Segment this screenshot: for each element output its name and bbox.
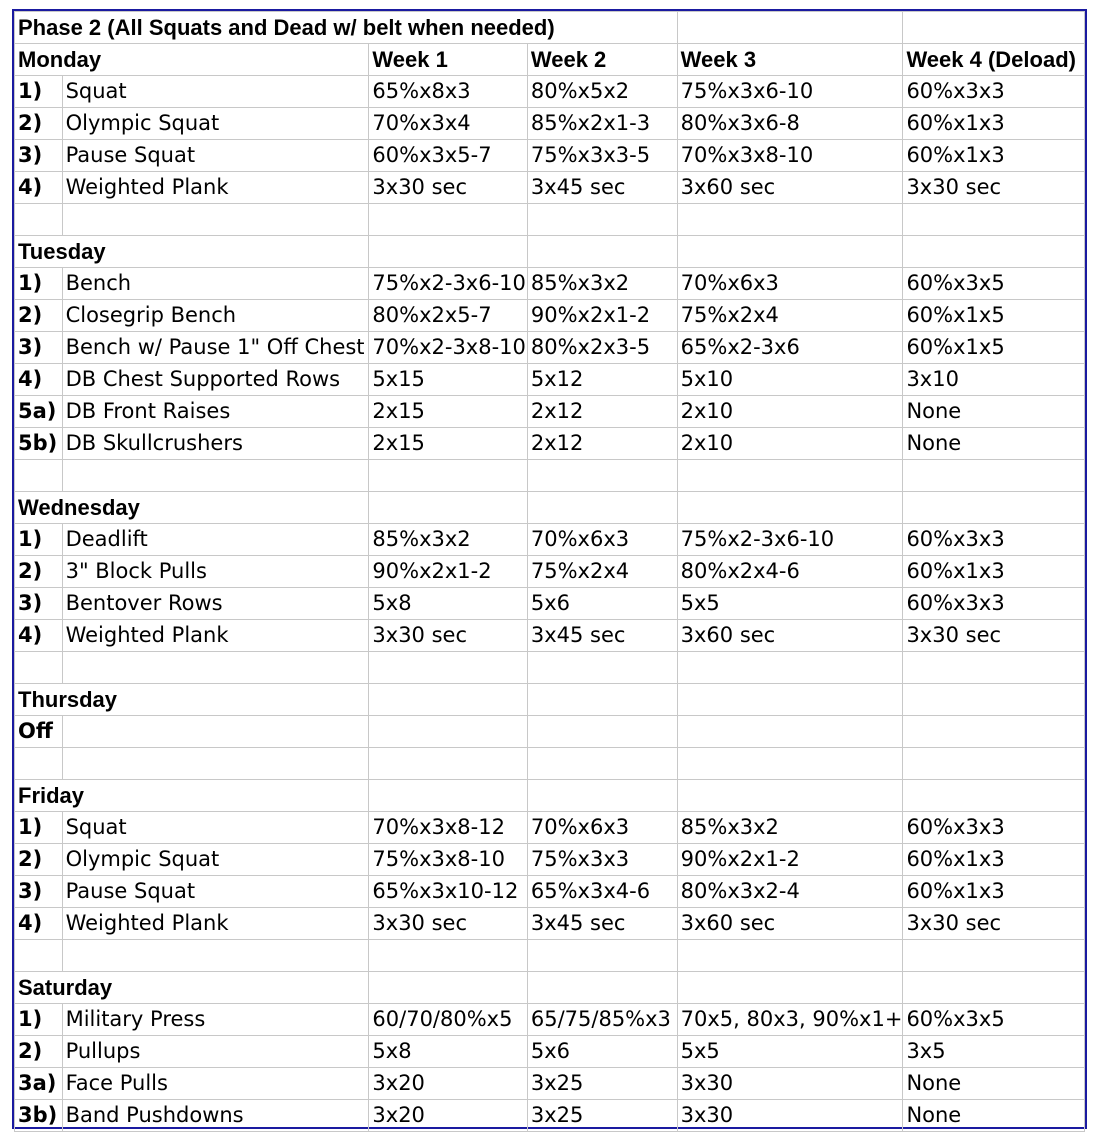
- exercise-number[interactable]: 2): [15, 1036, 63, 1068]
- day-row: [15, 972, 1085, 1004]
- week-2-cell[interactable]: 80%x2x3-5: [527, 332, 677, 364]
- cell[interactable]: [527, 780, 677, 812]
- week-2-cell[interactable]: 75%x3x3-5: [527, 140, 677, 172]
- week-4-cell[interactable]: 3x5: [903, 1036, 1085, 1068]
- day-heading[interactable]: Wednesday: [15, 492, 369, 524]
- cell[interactable]: [903, 12, 1085, 44]
- week-2-cell[interactable]: 90%x2x1-2: [527, 300, 677, 332]
- week-1-cell[interactable]: [369, 748, 527, 780]
- week-2-cell[interactable]: [527, 652, 677, 684]
- week-3-cell[interactable]: 80%x3x2-4: [677, 876, 903, 908]
- exercise-number[interactable]: 3): [15, 140, 63, 172]
- week-4-cell[interactable]: 3x30 sec: [903, 620, 1085, 652]
- title-row: [15, 12, 1085, 44]
- week-3-cell[interactable]: 80%x3x6-8: [677, 108, 903, 140]
- week-3-cell[interactable]: 65%x2-3x6: [677, 332, 903, 364]
- exercise-name[interactable]: Bench: [62, 268, 369, 300]
- cell[interactable]: [527, 236, 677, 268]
- exercise-number[interactable]: 4): [15, 172, 63, 204]
- week-4-cell[interactable]: [903, 716, 1085, 748]
- week-2-cell[interactable]: 85%x3x2: [527, 268, 677, 300]
- cell[interactable]: [677, 780, 903, 812]
- table-row: [15, 108, 1085, 140]
- table-row: [15, 1036, 1085, 1068]
- week-3-cell[interactable]: 3x60 sec: [677, 620, 903, 652]
- week-4-cell[interactable]: 60%x1x3: [903, 140, 1085, 172]
- week-4-cell[interactable]: None: [903, 396, 1085, 428]
- exercise-name[interactable]: Weighted Plank: [62, 172, 369, 204]
- exercise-name[interactable]: Military Press: [62, 1004, 369, 1036]
- exercise-number[interactable]: 1): [15, 812, 63, 844]
- table-row: [15, 716, 1085, 748]
- cell[interactable]: [903, 492, 1085, 524]
- table-row: [15, 204, 1085, 236]
- exercise-number[interactable]: 1): [15, 76, 63, 108]
- exercise-name[interactable]: Weighted Plank: [62, 908, 369, 940]
- cell[interactable]: [903, 972, 1085, 1004]
- week-3-cell[interactable]: [677, 460, 903, 492]
- week-1-cell[interactable]: 60%x3x5-7: [369, 140, 527, 172]
- week-4-cell[interactable]: 3x30 sec: [903, 172, 1085, 204]
- exercise-name[interactable]: Olympic Squat: [62, 844, 369, 876]
- week-2-cell[interactable]: [527, 940, 677, 972]
- spreadsheet: [12, 9, 1087, 1129]
- week-4-cell[interactable]: [903, 940, 1085, 972]
- week-4-cell[interactable]: 60%x3x3: [903, 76, 1085, 108]
- week-2-cell[interactable]: 85%x2x1-3: [527, 108, 677, 140]
- exercise-number[interactable]: 3b): [15, 1100, 63, 1132]
- table-row: [15, 556, 1085, 588]
- exercise-name[interactable]: [62, 460, 369, 492]
- week-1-cell[interactable]: 65%x8x3: [369, 76, 527, 108]
- week-1-cell[interactable]: 3x30 sec: [369, 620, 527, 652]
- table-row: [15, 812, 1085, 844]
- week-2-cell[interactable]: 70%x6x3: [527, 812, 677, 844]
- cell[interactable]: [677, 492, 903, 524]
- week-2-cell[interactable]: 3x25: [527, 1100, 677, 1132]
- week-1-cell[interactable]: 5x8: [369, 1036, 527, 1068]
- exercise-name[interactable]: [62, 204, 369, 236]
- week-4-cell[interactable]: 60%x1x3: [903, 844, 1085, 876]
- exercise-name[interactable]: DB Chest Supported Rows: [62, 364, 369, 396]
- day-row: [15, 236, 1085, 268]
- week-1-cell[interactable]: 5x15: [369, 364, 527, 396]
- table-row: [15, 300, 1085, 332]
- week-4-cell[interactable]: None: [903, 1068, 1085, 1100]
- table-row: [15, 172, 1085, 204]
- week-2-cell[interactable]: 80%x5x2: [527, 76, 677, 108]
- exercise-name[interactable]: Deadlift: [62, 524, 369, 556]
- week-3-cell[interactable]: 2x10: [677, 428, 903, 460]
- exercise-number[interactable]: 5a): [15, 396, 63, 428]
- week-4-cell[interactable]: [903, 460, 1085, 492]
- week-2-cell[interactable]: 5x12: [527, 364, 677, 396]
- week-2-cell[interactable]: [527, 748, 677, 780]
- exercise-name[interactable]: [62, 748, 369, 780]
- table-row: [15, 76, 1085, 108]
- week-4-cell[interactable]: None: [903, 1100, 1085, 1132]
- week-4-cell[interactable]: 60%x1x3: [903, 108, 1085, 140]
- week-4-cell[interactable]: [903, 652, 1085, 684]
- week-2-cell[interactable]: 5x6: [527, 588, 677, 620]
- week-3-cell[interactable]: 75%x2-3x6-10: [677, 524, 903, 556]
- exercise-name[interactable]: Face Pulls: [62, 1068, 369, 1100]
- cell[interactable]: [903, 780, 1085, 812]
- week-1-cell[interactable]: [369, 204, 527, 236]
- week-2-cell[interactable]: 3x45 sec: [527, 172, 677, 204]
- week-4-cell[interactable]: 60%x3x5: [903, 1004, 1085, 1036]
- day-heading[interactable]: Saturday: [15, 972, 369, 1004]
- day-heading[interactable]: Thursday: [15, 684, 369, 716]
- week-4-cell[interactable]: 60%x1x3: [903, 556, 1085, 588]
- week-1-cell[interactable]: [369, 652, 527, 684]
- cell[interactable]: [369, 972, 527, 1004]
- week-1-cell[interactable]: 3x30 sec: [369, 172, 527, 204]
- exercise-number[interactable]: 2): [15, 556, 63, 588]
- cell[interactable]: [369, 684, 527, 716]
- table-row: [15, 1068, 1085, 1100]
- week-3-cell[interactable]: 5x5: [677, 588, 903, 620]
- week-2-cell[interactable]: [527, 460, 677, 492]
- week-header[interactable]: Week 1: [369, 44, 527, 76]
- week-1-cell[interactable]: 2x15: [369, 396, 527, 428]
- week-3-cell[interactable]: 3x60 sec: [677, 172, 903, 204]
- cell[interactable]: [677, 684, 903, 716]
- exercise-number[interactable]: [15, 940, 63, 972]
- week-2-cell[interactable]: 65/75/85%x3: [527, 1004, 677, 1036]
- week-1-cell[interactable]: 3x30 sec: [369, 908, 527, 940]
- cell[interactable]: [527, 684, 677, 716]
- exercise-number[interactable]: 2): [15, 300, 63, 332]
- exercise-number[interactable]: 1): [15, 268, 63, 300]
- exercise-number[interactable]: 3): [15, 588, 63, 620]
- week-4-cell[interactable]: 60%x3x3: [903, 588, 1085, 620]
- week-4-cell[interactable]: 60%x3x3: [903, 524, 1085, 556]
- week-3-cell[interactable]: 3x30: [677, 1068, 903, 1100]
- week-1-cell[interactable]: 2x15: [369, 428, 527, 460]
- week-1-cell[interactable]: [369, 716, 527, 748]
- table-row: [15, 428, 1085, 460]
- week-3-cell[interactable]: 70%x6x3: [677, 268, 903, 300]
- table-row: [15, 588, 1085, 620]
- table-row: [15, 940, 1085, 972]
- week-1-cell[interactable]: 70%x3x4: [369, 108, 527, 140]
- week-3-cell[interactable]: [677, 940, 903, 972]
- day-heading[interactable]: Friday: [15, 780, 369, 812]
- exercise-name[interactable]: Pause Squat: [62, 876, 369, 908]
- exercise-name[interactable]: Weighted Plank: [62, 620, 369, 652]
- week-1-cell[interactable]: 60/70/80%x5: [369, 1004, 527, 1036]
- exercise-name[interactable]: Squat: [62, 812, 369, 844]
- exercise-number[interactable]: 4): [15, 908, 63, 940]
- week-3-cell[interactable]: 85%x3x2: [677, 812, 903, 844]
- week-3-cell[interactable]: 75%x2x4: [677, 300, 903, 332]
- workout-table: [14, 11, 1085, 1132]
- week-3-cell[interactable]: 75%x3x6-10: [677, 76, 903, 108]
- week-1-cell[interactable]: [369, 460, 527, 492]
- table-row: [15, 396, 1085, 428]
- week-header[interactable]: Week 4 (Deload): [903, 44, 1085, 76]
- week-1-cell[interactable]: 3x20: [369, 1068, 527, 1100]
- exercise-name[interactable]: DB Front Raises: [62, 396, 369, 428]
- week-4-cell[interactable]: 60%x3x3: [903, 812, 1085, 844]
- week-2-cell[interactable]: 70%x6x3: [527, 524, 677, 556]
- day-row: [15, 492, 1085, 524]
- week-3-cell[interactable]: 90%x2x1-2: [677, 844, 903, 876]
- table-row: [15, 140, 1085, 172]
- week-4-cell[interactable]: [903, 748, 1085, 780]
- day-heading[interactable]: Monday: [15, 44, 369, 76]
- week-2-cell[interactable]: 75%x2x4: [527, 556, 677, 588]
- week-1-cell[interactable]: 85%x3x2: [369, 524, 527, 556]
- cell[interactable]: [369, 236, 527, 268]
- week-header[interactable]: Week 2: [527, 44, 677, 76]
- cell[interactable]: [369, 780, 527, 812]
- week-2-cell[interactable]: [527, 716, 677, 748]
- week-3-cell[interactable]: 80%x2x4-6: [677, 556, 903, 588]
- week-1-cell[interactable]: 65%x3x10-12: [369, 876, 527, 908]
- exercise-name[interactable]: [62, 716, 369, 748]
- week-1-cell[interactable]: 70%x2-3x8-10: [369, 332, 527, 364]
- week-2-cell[interactable]: 2x12: [527, 428, 677, 460]
- exercise-name[interactable]: Closegrip Bench: [62, 300, 369, 332]
- exercise-number[interactable]: [15, 204, 63, 236]
- week-3-cell[interactable]: 70%x3x8-10: [677, 140, 903, 172]
- table-row: [15, 844, 1085, 876]
- week-3-cell[interactable]: [677, 716, 903, 748]
- week-1-cell[interactable]: 75%x2-3x6-10: [369, 268, 527, 300]
- cell[interactable]: [369, 492, 527, 524]
- cell[interactable]: [903, 236, 1085, 268]
- exercise-name[interactable]: 3" Block Pulls: [62, 556, 369, 588]
- week-3-cell[interactable]: 5x10: [677, 364, 903, 396]
- day-heading[interactable]: Tuesday: [15, 236, 369, 268]
- week-1-cell[interactable]: 3x20: [369, 1100, 527, 1132]
- cell[interactable]: [527, 492, 677, 524]
- week-4-cell[interactable]: None: [903, 428, 1085, 460]
- week-3-cell[interactable]: 2x10: [677, 396, 903, 428]
- exercise-number[interactable]: 3a): [15, 1068, 63, 1100]
- week-2-cell[interactable]: 5x6: [527, 1036, 677, 1068]
- week-1-cell[interactable]: 70%x3x8-12: [369, 812, 527, 844]
- exercise-name[interactable]: Olympic Squat: [62, 108, 369, 140]
- week-3-cell[interactable]: 3x60 sec: [677, 908, 903, 940]
- exercise-name[interactable]: Bench w/ Pause 1" Off Chest: [62, 332, 369, 364]
- week-4-cell[interactable]: [903, 204, 1085, 236]
- exercise-number[interactable]: [15, 652, 63, 684]
- table-row: [15, 748, 1085, 780]
- exercise-number[interactable]: 2): [15, 844, 63, 876]
- week-3-cell[interactable]: [677, 748, 903, 780]
- week-1-cell[interactable]: 80%x2x5-7: [369, 300, 527, 332]
- table-row: [15, 620, 1085, 652]
- week-4-cell[interactable]: 60%x1x5: [903, 300, 1085, 332]
- cell[interactable]: [677, 236, 903, 268]
- week-1-cell[interactable]: 75%x3x8-10: [369, 844, 527, 876]
- table-row: [15, 524, 1085, 556]
- week-4-cell[interactable]: 60%x1x3: [903, 876, 1085, 908]
- cell[interactable]: [677, 12, 903, 44]
- exercise-name[interactable]: [62, 940, 369, 972]
- week-1-cell[interactable]: 90%x2x1-2: [369, 556, 527, 588]
- cell[interactable]: [527, 972, 677, 1004]
- table-row: [15, 1100, 1085, 1132]
- table-row: [15, 364, 1085, 396]
- table-row: [15, 1004, 1085, 1036]
- week-4-cell[interactable]: 3x30 sec: [903, 908, 1085, 940]
- week-4-cell[interactable]: 60%x3x5: [903, 268, 1085, 300]
- exercise-number[interactable]: 1): [15, 524, 63, 556]
- exercise-number[interactable]: [15, 748, 63, 780]
- exercise-name[interactable]: Pullups: [62, 1036, 369, 1068]
- exercise-number[interactable]: 1): [15, 1004, 63, 1036]
- week-3-cell[interactable]: 3x30: [677, 1100, 903, 1132]
- exercise-number[interactable]: 3): [15, 332, 63, 364]
- week-2-cell[interactable]: 3x25: [527, 1068, 677, 1100]
- table-row: [15, 876, 1085, 908]
- exercise-name[interactable]: DB Skullcrushers: [62, 428, 369, 460]
- sheet-title[interactable]: Phase 2 (All Squats and Dead w/ belt when needed): [15, 12, 678, 44]
- week-2-cell[interactable]: 65%x3x4-6: [527, 876, 677, 908]
- week-2-cell[interactable]: 2x12: [527, 396, 677, 428]
- table-row: [15, 332, 1085, 364]
- week-1-cell[interactable]: [369, 940, 527, 972]
- week-2-cell[interactable]: 3x45 sec: [527, 908, 677, 940]
- table-row: [15, 460, 1085, 492]
- exercise-number[interactable]: 2): [15, 108, 63, 140]
- week-header[interactable]: Week 3: [677, 44, 903, 76]
- day-row: [15, 780, 1085, 812]
- exercise-name[interactable]: Pause Squat: [62, 140, 369, 172]
- exercise-name[interactable]: [62, 652, 369, 684]
- week-1-cell[interactable]: 5x8: [369, 588, 527, 620]
- exercise-number[interactable]: Off: [15, 716, 63, 748]
- exercise-number[interactable]: 5b): [15, 428, 63, 460]
- exercise-name[interactable]: Bentover Rows: [62, 588, 369, 620]
- table-row: [15, 268, 1085, 300]
- cell[interactable]: [677, 972, 903, 1004]
- week-4-cell[interactable]: 3x10: [903, 364, 1085, 396]
- exercise-number[interactable]: [15, 460, 63, 492]
- exercise-number[interactable]: 4): [15, 364, 63, 396]
- header-row: [15, 44, 1085, 76]
- week-2-cell[interactable]: [527, 204, 677, 236]
- exercise-name[interactable]: Squat: [62, 76, 369, 108]
- week-2-cell[interactable]: 75%x3x3: [527, 844, 677, 876]
- week-4-cell[interactable]: 60%x1x5: [903, 332, 1085, 364]
- week-3-cell[interactable]: 70x5, 80x3, 90%x1+: [677, 1004, 903, 1036]
- day-row: [15, 684, 1085, 716]
- exercise-name[interactable]: Band Pushdowns: [62, 1100, 369, 1132]
- week-3-cell[interactable]: [677, 204, 903, 236]
- exercise-number[interactable]: 4): [15, 620, 63, 652]
- week-2-cell[interactable]: 3x45 sec: [527, 620, 677, 652]
- table-row: [15, 908, 1085, 940]
- exercise-number[interactable]: 3): [15, 876, 63, 908]
- week-3-cell[interactable]: 5x5: [677, 1036, 903, 1068]
- week-3-cell[interactable]: [677, 652, 903, 684]
- table-row: [15, 652, 1085, 684]
- cell[interactable]: [903, 684, 1085, 716]
